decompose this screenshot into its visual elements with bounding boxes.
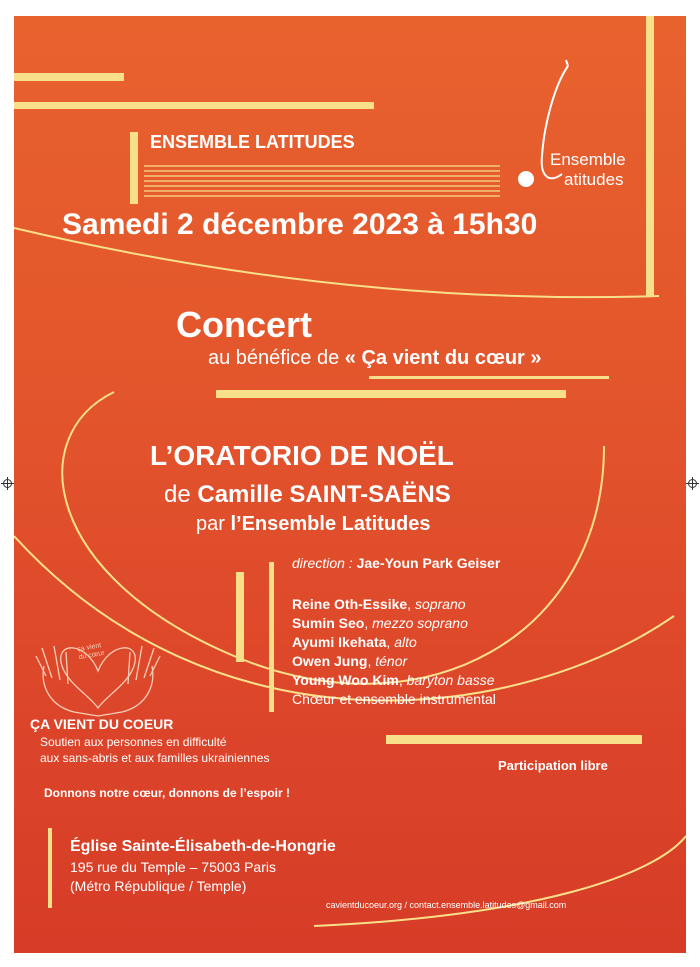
logo-word: cœur bbox=[87, 649, 106, 660]
work-title: L’ORATORIO DE NOËL bbox=[150, 440, 454, 471]
performer-prefix: par bbox=[196, 513, 225, 535]
soloist-name: Owen Jung bbox=[292, 653, 368, 669]
venue-address: 195 rue du Temple – 75003 Paris bbox=[70, 859, 276, 875]
charity-line2: aux sans-abris et aux familles ukrainiennes bbox=[40, 751, 270, 765]
registration-mark-left bbox=[3, 479, 12, 488]
registration-mark-right bbox=[688, 479, 697, 488]
logo-word: ça bbox=[76, 645, 86, 654]
event-date: Samedi 2 décembre 2023 à 15h30 bbox=[62, 208, 538, 241]
soloist-row: Owen Jung, ténor bbox=[292, 653, 408, 669]
logo-latitudes-word: atitudes bbox=[564, 170, 624, 189]
soloist-name: Sumin Seo bbox=[292, 615, 365, 631]
director-name: Jae-Youn Park Geiser bbox=[356, 555, 501, 571]
charity-heading: ÇA VIENT DU COEUR bbox=[30, 716, 174, 732]
benefit-name: « Ça vient du cœur » bbox=[344, 347, 542, 369]
charity-hands-heart-icon bbox=[14, 16, 686, 953]
participation-label: Participation libre bbox=[498, 758, 608, 773]
composer-name: Camille SAINT-SAËNS bbox=[197, 481, 451, 508]
performer-name: l’Ensemble Latitudes bbox=[230, 513, 431, 535]
soloist-name: Reine Oth-Essike bbox=[292, 596, 408, 612]
charity-line1: Soutien aux personnes en difficulté bbox=[40, 735, 227, 749]
direction-label: direction : bbox=[292, 555, 353, 571]
soloist-role: baryton basse bbox=[406, 672, 495, 688]
venue-metro: (Métro République / Temple) bbox=[70, 878, 247, 894]
benefit-prefix: au bénéfice de bbox=[208, 347, 340, 369]
soloist-row: Sumin Seo, mezzo soprano bbox=[292, 615, 468, 631]
soloist-name: Ayumi Ikehata bbox=[292, 634, 387, 650]
soloist-role: mezzo soprano bbox=[372, 615, 468, 631]
venue-name: Église Sainte-Élisabeth-de-Hongrie bbox=[70, 838, 336, 855]
composer-prefix: de bbox=[164, 481, 191, 508]
soloist-row: Young Woo Kim, baryton basse bbox=[292, 672, 495, 688]
logo-ensemble-word: Ensemble bbox=[550, 150, 626, 169]
soloist-name: Young Woo Kim bbox=[292, 672, 399, 688]
choir-line: Chœur et ensemble instrumental bbox=[292, 691, 496, 707]
charity-slogan: Donnons notre cœur, donnons de l’espoir ! bbox=[44, 786, 290, 800]
soloist-row: Reine Oth-Essike, soprano bbox=[292, 596, 466, 612]
logo-word: vient bbox=[86, 642, 102, 652]
poster bbox=[14, 16, 686, 953]
soloist-role: ténor bbox=[375, 653, 408, 669]
logo-word: du bbox=[78, 652, 88, 662]
soloist-role: soprano bbox=[414, 596, 466, 612]
soloist-role: alto bbox=[394, 634, 417, 650]
concert-heading: Concert bbox=[176, 304, 313, 345]
footer-contact: cavientducoeur.org / contact.ensemble.latitudes@gmail.com bbox=[326, 900, 567, 910]
ensemble-heading: ENSEMBLE LATITUDES bbox=[150, 132, 355, 152]
soloist-row: Ayumi Ikehata, alto bbox=[292, 634, 417, 650]
